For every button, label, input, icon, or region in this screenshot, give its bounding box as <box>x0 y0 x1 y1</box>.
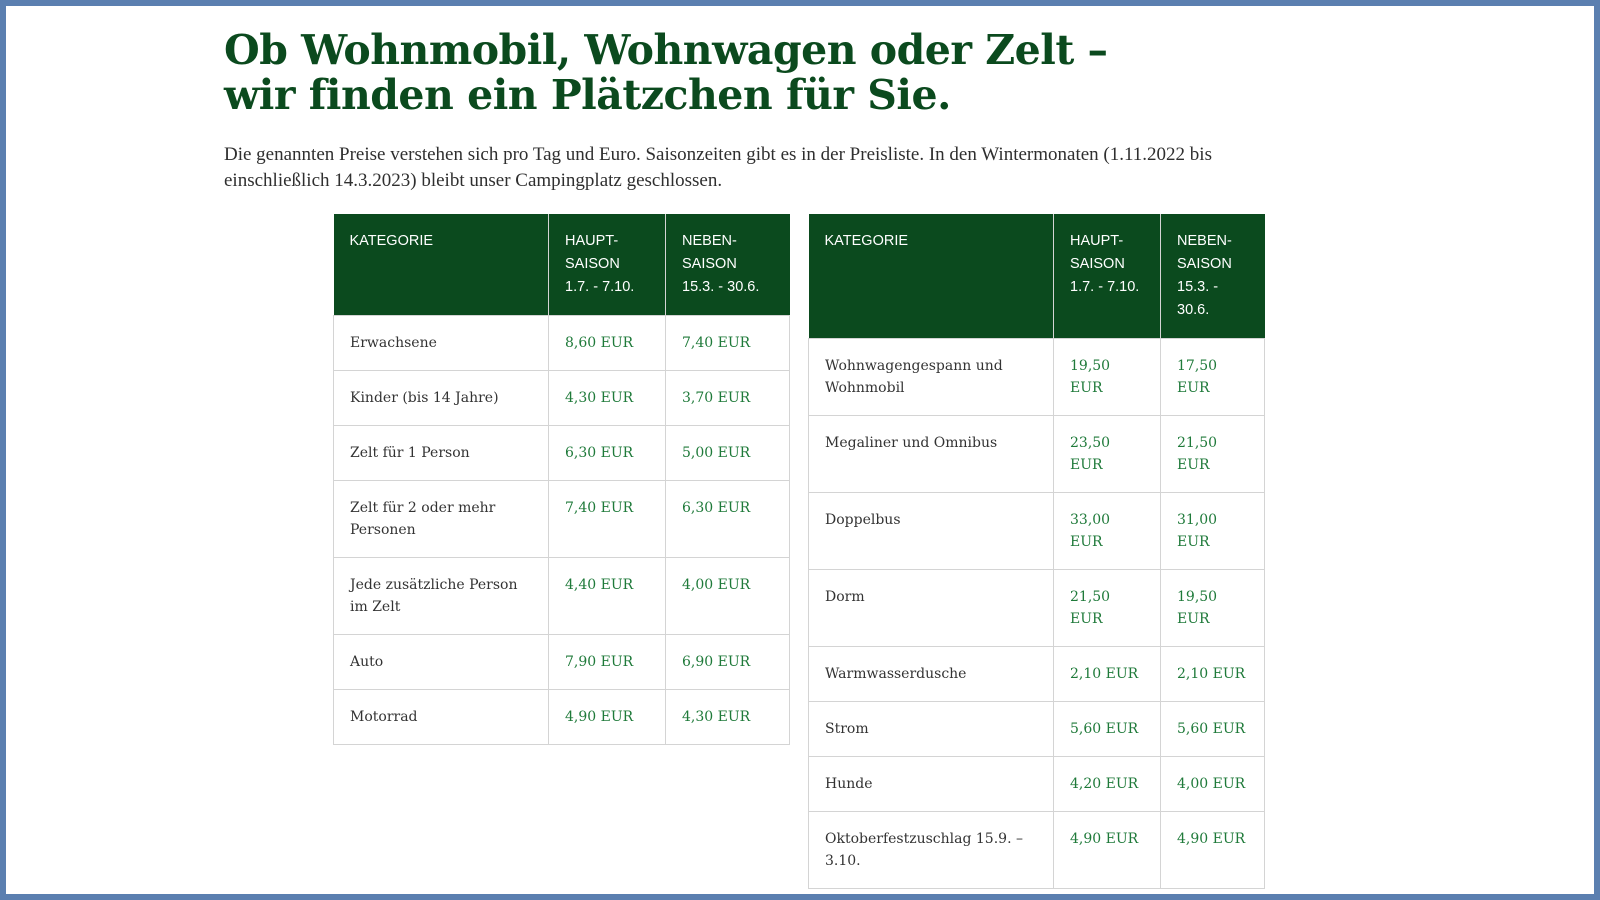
table-row <box>809 702 1265 757</box>
table-row <box>334 371 790 426</box>
table-row <box>334 316 790 371</box>
category-cell: Motorrad <box>334 690 549 745</box>
price-nebensaison: 5,00 EUR <box>666 426 790 481</box>
category-cell: Jede zusätzliche Person im Zelt <box>334 558 549 635</box>
page-frame <box>6 6 1594 894</box>
price-hauptsaison: 19,50 EUR <box>1054 339 1161 416</box>
price-hauptsaison: 4,90 EUR <box>1054 812 1161 889</box>
category-cell: Doppelbus <box>809 493 1054 570</box>
price-hauptsaison: 6,30 EUR <box>549 426 666 481</box>
price-hauptsaison: 4,90 EUR <box>549 690 666 745</box>
category-cell: Oktoberfestzuschlag 15.9. – 3.10. <box>809 812 1054 889</box>
category-cell: Zelt für 2 oder mehr Personen <box>334 481 549 558</box>
table-row <box>809 757 1265 812</box>
table-row <box>809 570 1265 647</box>
price-hauptsaison: 2,10 EUR <box>1054 647 1161 702</box>
category-cell: Strom <box>809 702 1054 757</box>
category-cell: Dorm <box>809 570 1054 647</box>
category-cell: Wohnwagengespann und Wohnmobil <box>809 339 1054 416</box>
category-cell: Zelt für 1 Person <box>334 426 549 481</box>
price-nebensaison: 31,00 EUR <box>1161 493 1265 570</box>
price-hauptsaison: 23,50 EUR <box>1054 416 1161 493</box>
price-hauptsaison: 5,60 EUR <box>1054 702 1161 757</box>
price-hauptsaison: 4,20 EUR <box>1054 757 1161 812</box>
price-hauptsaison: 7,40 EUR <box>549 481 666 558</box>
table-row <box>809 647 1265 702</box>
header-nebensaison: NEBEN- SAISON 15.3. - 30.6. <box>666 214 790 316</box>
price-nebensaison: 19,50 EUR <box>1161 570 1265 647</box>
page-title-line-2: wir finden ein Plätzchen für Sie. <box>224 71 951 119</box>
header-kategorie: KATEGORIE <box>334 214 549 316</box>
price-nebensaison: 6,30 EUR <box>666 481 790 558</box>
table-row <box>809 416 1265 493</box>
category-cell: Erwachsene <box>334 316 549 371</box>
price-nebensaison: 5,60 EUR <box>1161 702 1265 757</box>
table-row <box>809 493 1265 570</box>
category-cell: Megaliner und Omnibus <box>809 416 1054 493</box>
header-nebensaison: NEBEN- SAISON 15.3. - 30.6. <box>1161 214 1265 339</box>
price-hauptsaison: 4,40 EUR <box>549 558 666 635</box>
table-header-row <box>334 214 790 316</box>
category-cell: Auto <box>334 635 549 690</box>
header-kategorie: KATEGORIE <box>809 214 1054 339</box>
page-title <box>224 28 1324 118</box>
price-hauptsaison: 8,60 EUR <box>549 316 666 371</box>
price-table-left <box>333 214 790 745</box>
table-row <box>809 339 1265 416</box>
price-nebensaison: 3,70 EUR <box>666 371 790 426</box>
table-row <box>809 812 1265 889</box>
price-nebensaison: 4,00 EUR <box>666 558 790 635</box>
price-nebensaison: 7,40 EUR <box>666 316 790 371</box>
price-hauptsaison: 33,00 EUR <box>1054 493 1161 570</box>
category-cell: Hunde <box>809 757 1054 812</box>
price-hauptsaison: 21,50 EUR <box>1054 570 1161 647</box>
category-cell: Warmwasserdusche <box>809 647 1054 702</box>
table-row <box>334 635 790 690</box>
header-hauptsaison: HAUPT- SAISON 1.7. - 7.10. <box>1054 214 1161 339</box>
table-row <box>334 690 790 745</box>
page-title-line-1: Ob Wohnmobil, Wohnwagen oder Zelt – <box>224 26 1108 74</box>
price-nebensaison: 2,10 EUR <box>1161 647 1265 702</box>
table-row <box>334 426 790 481</box>
price-nebensaison: 4,00 EUR <box>1161 757 1265 812</box>
price-hauptsaison: 4,30 EUR <box>549 371 666 426</box>
table-row <box>334 558 790 635</box>
price-nebensaison: 17,50 EUR <box>1161 339 1265 416</box>
price-nebensaison: 4,90 EUR <box>1161 812 1265 889</box>
price-nebensaison: 4,30 EUR <box>666 690 790 745</box>
main-content <box>224 28 1324 194</box>
category-cell: Kinder (bis 14 Jahre) <box>334 371 549 426</box>
price-hauptsaison: 7,90 EUR <box>549 635 666 690</box>
intro-text: Die genannten Preise verstehen sich pro Tag und Euro. Saisonzeiten gibt es in der Preisliste. In den Wintermonaten (1.11.2022 bis einschließlich 14.3.2023) bleibt unser Campingplatz geschlossen. <box>224 144 1212 191</box>
price-table-right <box>808 214 1265 889</box>
price-nebensaison: 21,50 EUR <box>1161 416 1265 493</box>
header-hauptsaison: HAUPT- SAISON 1.7. - 7.10. <box>549 214 666 316</box>
price-nebensaison: 6,90 EUR <box>666 635 790 690</box>
table-row <box>334 481 790 558</box>
table-header-row <box>809 214 1265 339</box>
